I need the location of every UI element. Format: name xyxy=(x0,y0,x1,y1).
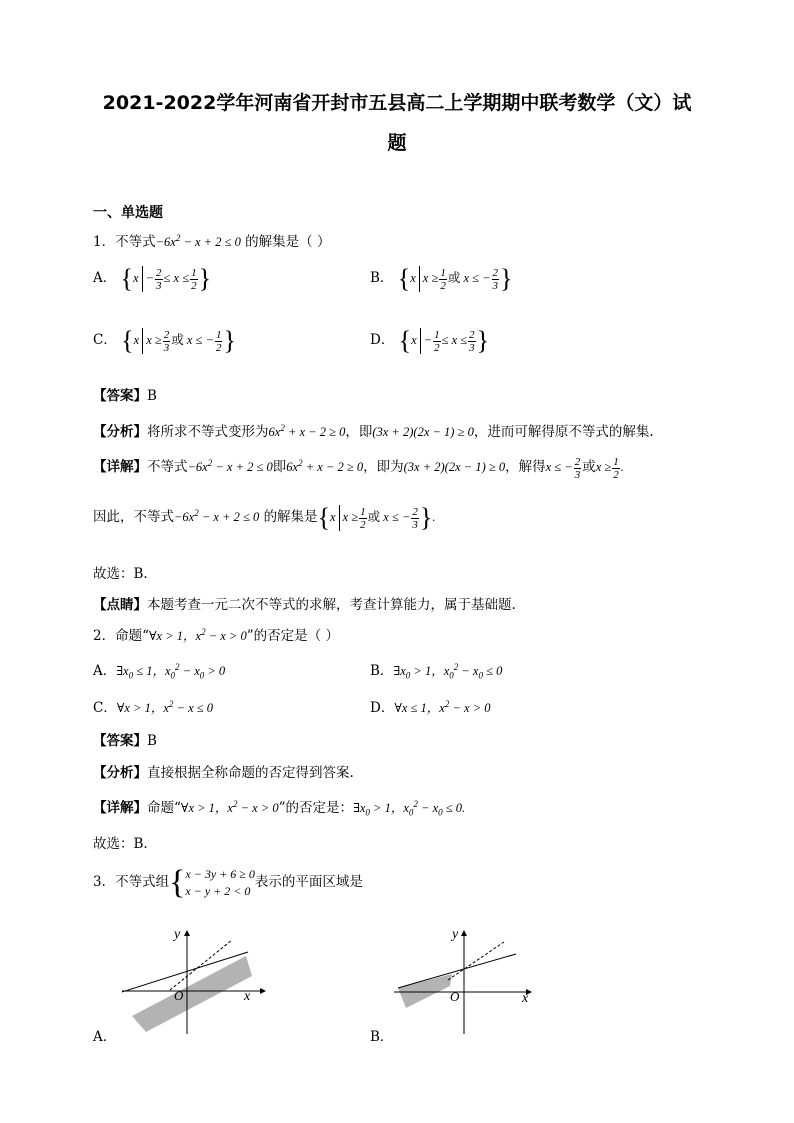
x-axis-label: x xyxy=(522,991,529,1006)
shaded-region xyxy=(132,956,252,1032)
question-3-option-b: B． xyxy=(370,1029,394,1045)
question-2-analysis: 【分析】直接根据全称命题的否定得到答案. xyxy=(93,765,354,781)
question-2-option-d: D．∀x ≤ 1，$x^2 - x > 0$ xyxy=(370,698,491,716)
question-1-comment: 【点睛】本题考查一元二次不等式的求解，考查计算能力，属于基础题. xyxy=(93,597,516,613)
question-1-option-c: C． {x x ≥ $\frac{2}{3}$ 或 x ≤ − $\frac{1}{2}$ } xyxy=(93,326,236,356)
page-title: 2021-2022学年河南省开封市五县高二上学期期中联考数学（文）试 xyxy=(102,92,692,114)
question-1-stem: 1．不等式$-6x^2 - x + 2 \le 0$ 的解集是（ ） xyxy=(93,232,331,250)
question-2-option-a: A．$\exists x_0 \le 1$，$x_0^2 - x_0 > 0$ xyxy=(93,661,226,681)
question-1-answer: 【答案】B xyxy=(93,388,157,404)
origin-label: O xyxy=(450,989,460,1004)
question-2-stem: 2．命题“∀x > 1，$x^2 - x > 0$”的否定是（ ） xyxy=(93,626,339,644)
question-1-option-b: B． {x x ≥ $\frac{1}{2}$ 或 x ≤ − $\frac{2}{3}$ } xyxy=(370,264,513,294)
question-2-option-b: B．$\exists x_0 > 1$，$x_0^2 - x_0 \le 0$ xyxy=(370,661,503,681)
graph-option-b xyxy=(388,922,548,1042)
y-axis-label: y xyxy=(452,927,459,942)
question-1-option-a: A． {x − $\frac{2}{3}$ ≤ x ≤ $\frac{1}{2}$ } xyxy=(93,264,212,294)
y-axis-label: y xyxy=(174,927,181,942)
shaded-region xyxy=(398,974,452,1008)
question-3-stem: 3．不等式组{ x − 3y + 6 ≥ 0 x − y + 2 < 0 表示的平面区域是 xyxy=(93,864,363,901)
question-1-detail: 【详解】不等式$-6x^2 - x + 2 \le 0$即$6x^2 + x - 2 \ge 0$，即为(3x + 2)(2x − 1) ≥ 0，解得x ≤ − $\frac{2}{3}$ 或x ≥ $\frac{1}{2}$ . xyxy=(93,455,624,481)
question-2-choose: 故选：B. xyxy=(93,836,148,852)
question-1-option-d: D． {x − $\frac{1}{2}$ ≤ x ≤ $\frac{2}{3}$ } xyxy=(370,326,490,356)
solid-boundary-line xyxy=(398,954,516,988)
question-1-analysis: 【分析】将所求不等式变形为$6x^2 + x - 2 \ge 0$，即(3x + 2)(2x − 1) ≥ 0，进而可解得原不等式的解集. xyxy=(93,422,654,440)
x-axis-label: x xyxy=(244,989,251,1004)
origin-label: O xyxy=(174,988,184,1003)
question-2-option-c: C．∀x > 1，$x^2 - x \le 0$ xyxy=(93,698,214,716)
page-title-continued: 题 xyxy=(387,132,407,154)
question-1-choose: 故选：B. xyxy=(93,566,148,582)
dashed-boundary-line xyxy=(448,942,504,980)
section-heading: 一、单选题 xyxy=(93,205,163,221)
question-2-answer: 【答案】B xyxy=(93,733,157,749)
question-1-therefore: 因此，不等式$-6x^2 - x + 2 \le 0$ 的解集是{x x ≥ $\frac{1}{2}$ 或 x ≤ − $\frac{2}{3}$ }. xyxy=(93,503,436,533)
graph-option-a xyxy=(110,922,270,1042)
question-3-option-a: A． xyxy=(93,1029,117,1045)
question-2-detail: 【详解】命题“∀x > 1，$x^2 - x > 0$”的否定是：$\exists x_0 > 1$，$x_0^2 - x_0 \le 0$. xyxy=(93,798,466,818)
